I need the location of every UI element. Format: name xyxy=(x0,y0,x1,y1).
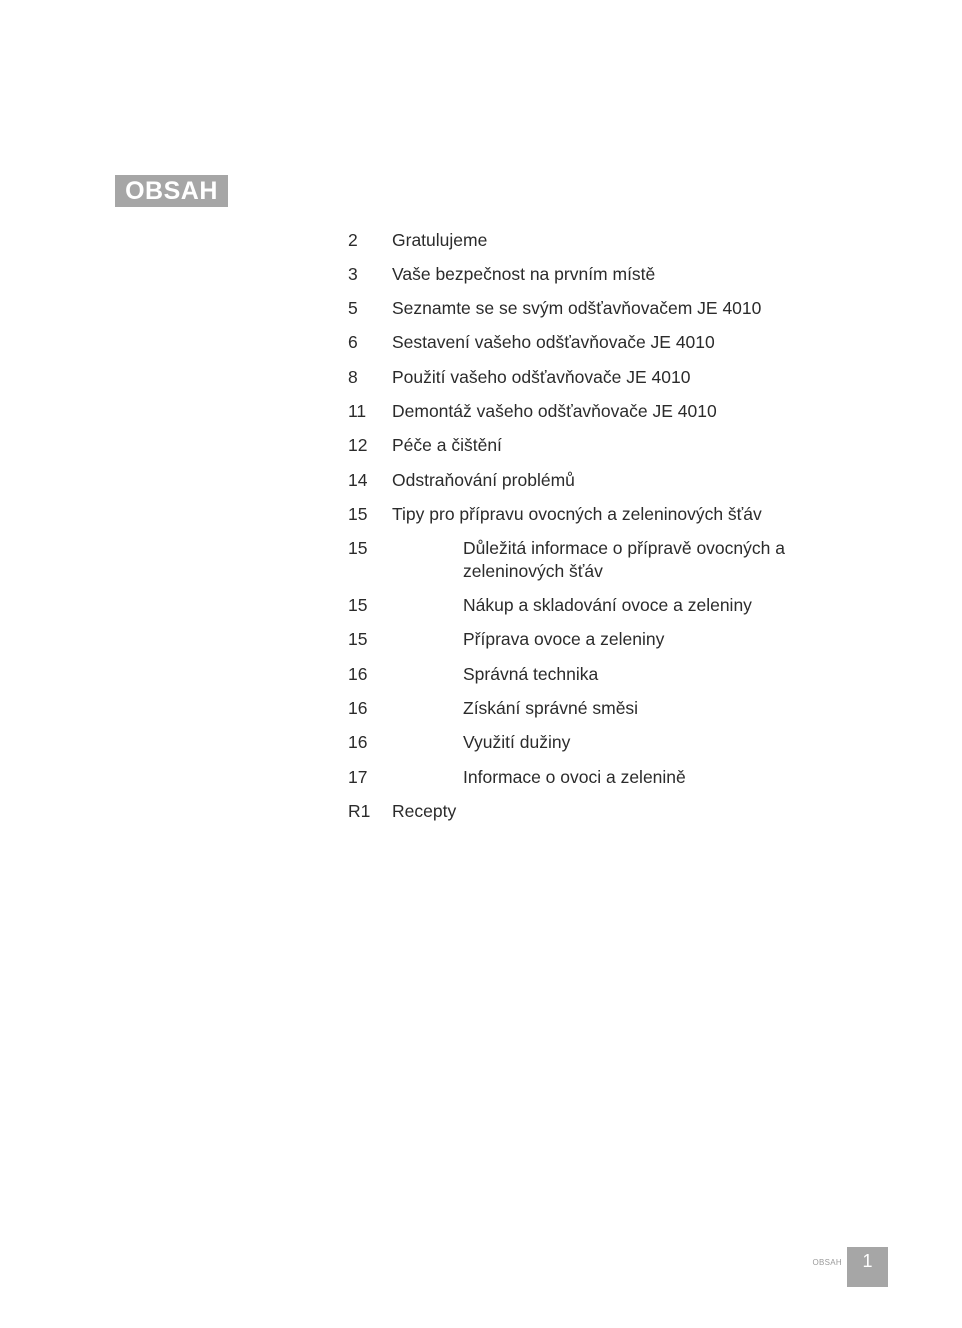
toc-entry-title: Nákup a skladování ovoce a zeleniny xyxy=(463,595,752,615)
toc-page-number: 17 xyxy=(348,767,368,787)
toc-entry-title: Vaše bezpečnost na prvním místě xyxy=(392,264,656,284)
toc-entry-title: Recepty xyxy=(392,801,457,821)
page-title: OBSAH xyxy=(115,175,228,207)
toc-entry-title: Informace o ovoci a zelenině xyxy=(463,767,686,787)
toc-page-number: 15 xyxy=(348,504,368,524)
toc-page-number: 5 xyxy=(348,298,358,318)
toc-page-number: 15 xyxy=(348,629,368,649)
toc-entry-title: Sestavení vašeho odšťavňovače JE 4010 xyxy=(392,332,715,352)
toc-entry-title: Odstraňování problémů xyxy=(392,470,575,490)
toc-entry-title: Péče a čištění xyxy=(392,435,502,455)
toc-page-number: 16 xyxy=(348,698,368,718)
toc-page-number: 2 xyxy=(348,230,358,250)
toc-page-number: 16 xyxy=(348,732,368,752)
toc-page-number: 12 xyxy=(348,435,368,455)
toc-page-number: 3 xyxy=(348,264,358,284)
toc-page-number: 15 xyxy=(348,595,368,615)
toc-page-number: 16 xyxy=(348,664,368,684)
toc-page-number: 6 xyxy=(348,332,358,352)
footer-page-number: 1 xyxy=(847,1247,888,1287)
toc-page-number: R1 xyxy=(348,801,371,821)
toc-page-number: 14 xyxy=(348,470,368,490)
toc-entry-title: Tipy pro přípravu ovocných a zeleninových šťáv xyxy=(392,504,762,524)
footer-section-label: OBSAH xyxy=(812,1258,842,1267)
toc-page-number: 8 xyxy=(348,367,358,387)
toc-page-number: 15 xyxy=(348,538,368,558)
toc-page-number: 11 xyxy=(348,401,367,421)
toc-entry-title: Získání správné směsi xyxy=(463,698,639,718)
toc-entry-title: Seznamte se se svým odšťavňovačem JE 4010 xyxy=(392,298,762,318)
toc-entry-title: Gratulujeme xyxy=(392,230,488,250)
toc-entry-title: Příprava ovoce a zeleniny xyxy=(463,629,665,649)
toc-entry-title: Důležitá informace o přípravě ovocných a zeleninových šťáv xyxy=(463,538,785,581)
toc-entry-title: Demontáž vašeho odšťavňovače JE 4010 xyxy=(392,401,717,421)
toc-entry-title: Správná technika xyxy=(463,664,599,684)
toc-entry-title: Využití dužiny xyxy=(463,732,571,752)
toc-entry-title: Použití vašeho odšťavňovače JE 4010 xyxy=(392,367,691,387)
